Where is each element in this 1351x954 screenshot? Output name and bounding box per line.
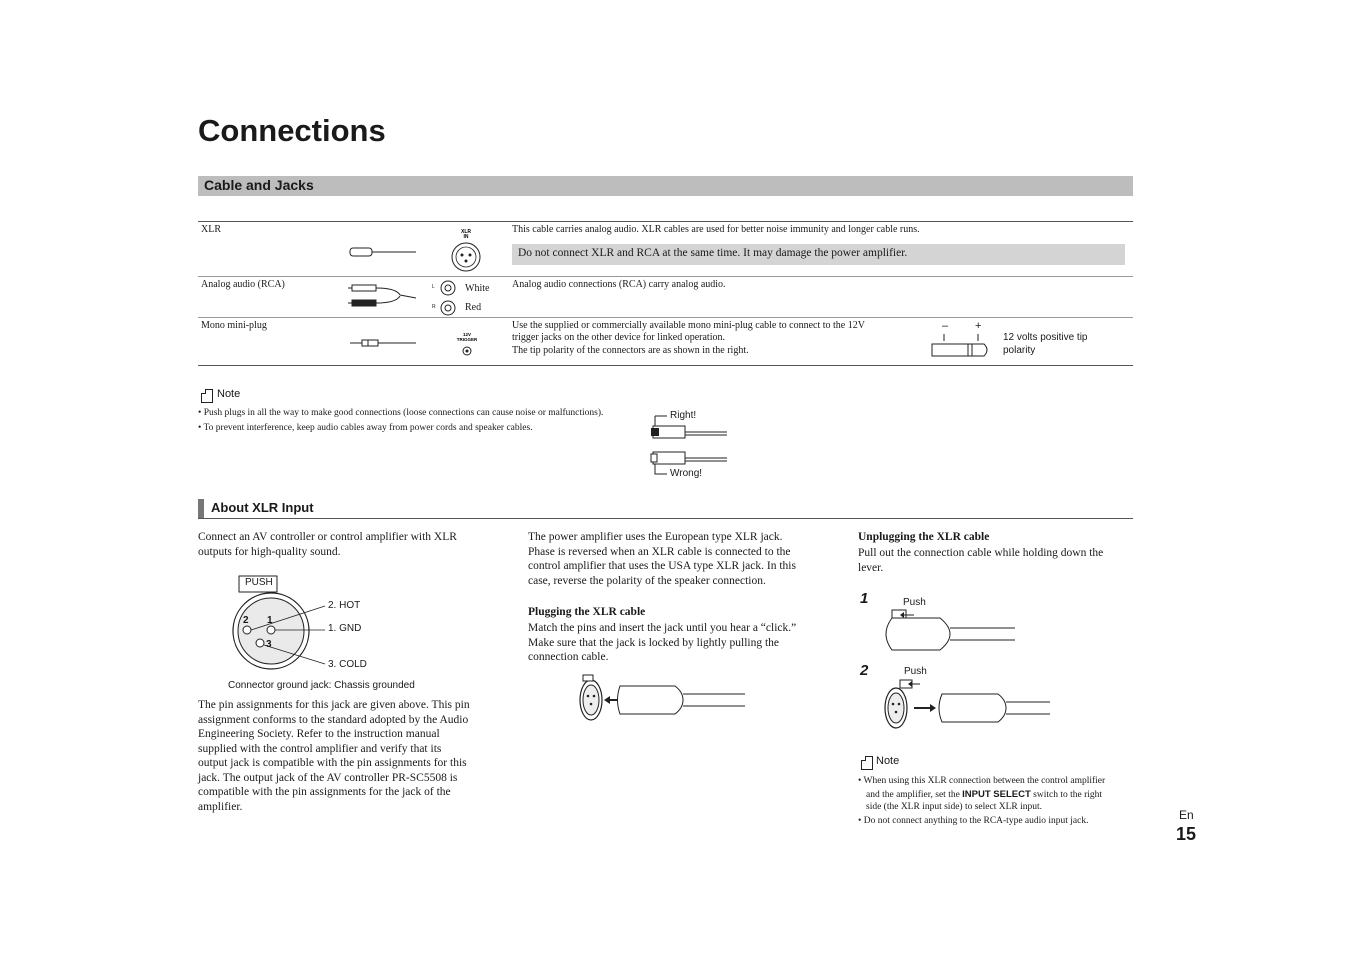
text-line: Connect an AV controller or control amplifier with XLR	[198, 531, 457, 543]
note-text: side (the XLR input side) to select XLR input.	[866, 802, 1042, 812]
tip-polarity-plug-icon	[928, 332, 994, 360]
pin-cold-label: 3. COLD	[328, 659, 367, 670]
table-bottom-rule	[198, 365, 1133, 366]
plugging-xlr-illustration	[575, 672, 750, 724]
text-line: supplied with the control amplifier and verify that its	[198, 742, 442, 755]
text-line: outputs for high-quality sound.	[198, 545, 341, 558]
note-icon	[861, 756, 873, 770]
svg-text:IN: IN	[463, 234, 469, 240]
step-1-push-label: Push	[903, 597, 926, 608]
unplug-step-2-illustration	[878, 678, 1053, 730]
note-text: switch to the right	[1030, 790, 1103, 800]
text-line: The pin assignments for this jack are given above. This pin	[198, 699, 470, 711]
rca-l-label: L	[432, 284, 435, 290]
page-number: 15	[1176, 824, 1197, 844]
xlr-in-jack-icon	[448, 226, 484, 274]
right-label: Right!	[670, 410, 697, 421]
rca-white-label: White	[465, 283, 490, 294]
unplug-step-1-illustration	[880, 608, 1020, 654]
text-line: Engineering Society. Refer to the instruction manual	[198, 728, 440, 740]
cable-desc-mini-1: Use the supplied or commercially available mono mini-plug cable to connect to the 12V	[512, 320, 865, 331]
wrong-label: Wrong!	[670, 468, 703, 479]
text-line: The power amplifier uses the European type XLR jack.	[528, 531, 783, 543]
rca-red-label: Red	[465, 302, 482, 313]
polarity-minus: –	[942, 320, 949, 332]
text-line: Make sure that the jack is locked by lightly pulling the	[528, 636, 780, 649]
rca-plug-icon	[348, 282, 418, 312]
table-row-divider	[198, 276, 1133, 277]
svg-text:XLR: XLR	[461, 229, 471, 235]
svg-text:TRIGGER: TRIGGER	[456, 337, 478, 342]
pin-2-label: 2	[243, 615, 249, 626]
polarity-label-2: polarity	[1003, 345, 1036, 356]
step-2-number: 2	[860, 662, 869, 679]
page-title: Connections	[198, 113, 386, 148]
col2-para1	[528, 530, 796, 588]
polarity-label-1: 12 volts positive tip	[1003, 332, 1088, 343]
note-text: Push plugs in all the way to make good connections (loose connections can cause noise or malfunctions).	[203, 408, 604, 418]
text-line: amplifier.	[198, 800, 243, 813]
push-label: PUSH	[245, 577, 273, 588]
plugging-heading: Plugging the XLR cable	[528, 606, 646, 618]
section-header-about-xlr	[198, 499, 1133, 519]
col1-para2	[198, 698, 470, 814]
text-line: lever.	[858, 561, 884, 574]
note-text: Do not connect anything to the RCA-type audio input jack.	[863, 816, 1089, 826]
note-text: To prevent interference, keep audio cables away from power cords and speaker cables.	[203, 423, 533, 433]
text-line: case, reverse the polarity of the speaker connection.	[528, 574, 766, 587]
pin-1-label: 1	[267, 615, 273, 626]
cable-desc-rca: Analog audio connections (RCA) carry analog audio.	[512, 279, 726, 290]
text-line: Phase is reversed when an XLR cable is connected to the	[528, 545, 791, 558]
section-title: About XLR Input	[211, 500, 314, 515]
xlr-plug-icon	[348, 245, 418, 259]
table-row-divider	[198, 317, 1133, 318]
note-item-continued	[866, 788, 1102, 802]
pin-hot-label: 2. HOT	[328, 600, 361, 611]
col2-para2	[528, 621, 796, 665]
text-line: connection cable.	[528, 651, 609, 663]
note-item: • Push plugs in all the way to make good connections (loose connections can cause noise or malfunctions).	[198, 408, 604, 418]
note-label: Note	[876, 755, 900, 767]
warning-text: Do not connect XLR and RCA at the same time. It may damage the power amplifier.	[518, 247, 908, 259]
input-select-label: INPUT SELECT	[962, 789, 1031, 800]
note-item: • When using this XLR connection between the control amplifier	[858, 776, 1106, 786]
text-line: control amplifier that uses the USA type XLR jack. In this	[528, 560, 796, 572]
table-top-rule	[198, 221, 1133, 222]
language-label: En	[1179, 808, 1194, 822]
cable-desc-mini-3: The tip polarity of the connectors are as shown in the right.	[512, 345, 749, 356]
section-title: Cable and Jacks	[204, 177, 314, 193]
polarity-plus: +	[975, 320, 982, 332]
text-line: assignment conforms to the standard adopted by the Audio	[198, 713, 469, 726]
svg-text:12V: 12V	[462, 332, 472, 337]
note-icon	[201, 389, 213, 403]
rca-jack-icon	[440, 280, 456, 316]
mini-plug-icon	[348, 337, 418, 349]
note-label: Note	[217, 388, 241, 400]
note-text: and the amplifier, set the	[866, 790, 963, 800]
text-line: jack. The output jack of the AV controller PR-SC5508 is	[198, 771, 458, 784]
cable-name-rca: Analog audio (RCA)	[201, 279, 285, 290]
warning-box	[512, 244, 1125, 265]
note-item: • Do not connect anything to the RCA-type audio input jack.	[858, 816, 1089, 826]
cable-desc-mini-2: trigger jacks on the other device for linked operation.	[512, 332, 725, 343]
trigger-jack-icon	[452, 331, 482, 357]
text-line: output jack is compatible with the pin assignments for this	[198, 757, 467, 769]
text-line: compatible with the pin assignments for the jack of the	[198, 786, 451, 798]
section-bar	[198, 499, 204, 518]
note-text: When using this XLR connection between the control amplifier	[863, 776, 1106, 786]
step-2-push-label: Push	[904, 666, 927, 677]
note-item: • To prevent interference, keep audio cables away from power cords and speaker cables.	[198, 423, 533, 433]
rca-r-label: R	[432, 304, 436, 310]
pin-diagram-caption: Connector ground jack: Chassis grounded	[228, 680, 415, 691]
note-item-continued	[866, 801, 1042, 814]
cable-name-xlr: XLR	[201, 224, 221, 235]
pin-3-label: 3	[266, 639, 272, 650]
step-1-number: 1	[860, 590, 869, 607]
cable-desc-xlr: This cable carries analog audio. XLR cables are used for better noise immunity and longer cable runs.	[512, 224, 920, 235]
cable-name-mini-plug: Mono mini-plug	[201, 320, 267, 331]
text-line: Match the pins and insert the jack until you hear a “click.”	[528, 622, 797, 634]
col1-para1	[198, 530, 457, 559]
col3-para1	[858, 546, 1103, 575]
text-line: Pull out the connection cable while holding down the	[858, 547, 1104, 559]
pin-gnd-label: 1. GND	[328, 623, 362, 634]
unplugging-heading: Unplugging the XLR cable	[858, 531, 990, 543]
section-header-cable-and-jacks	[198, 176, 1133, 196]
